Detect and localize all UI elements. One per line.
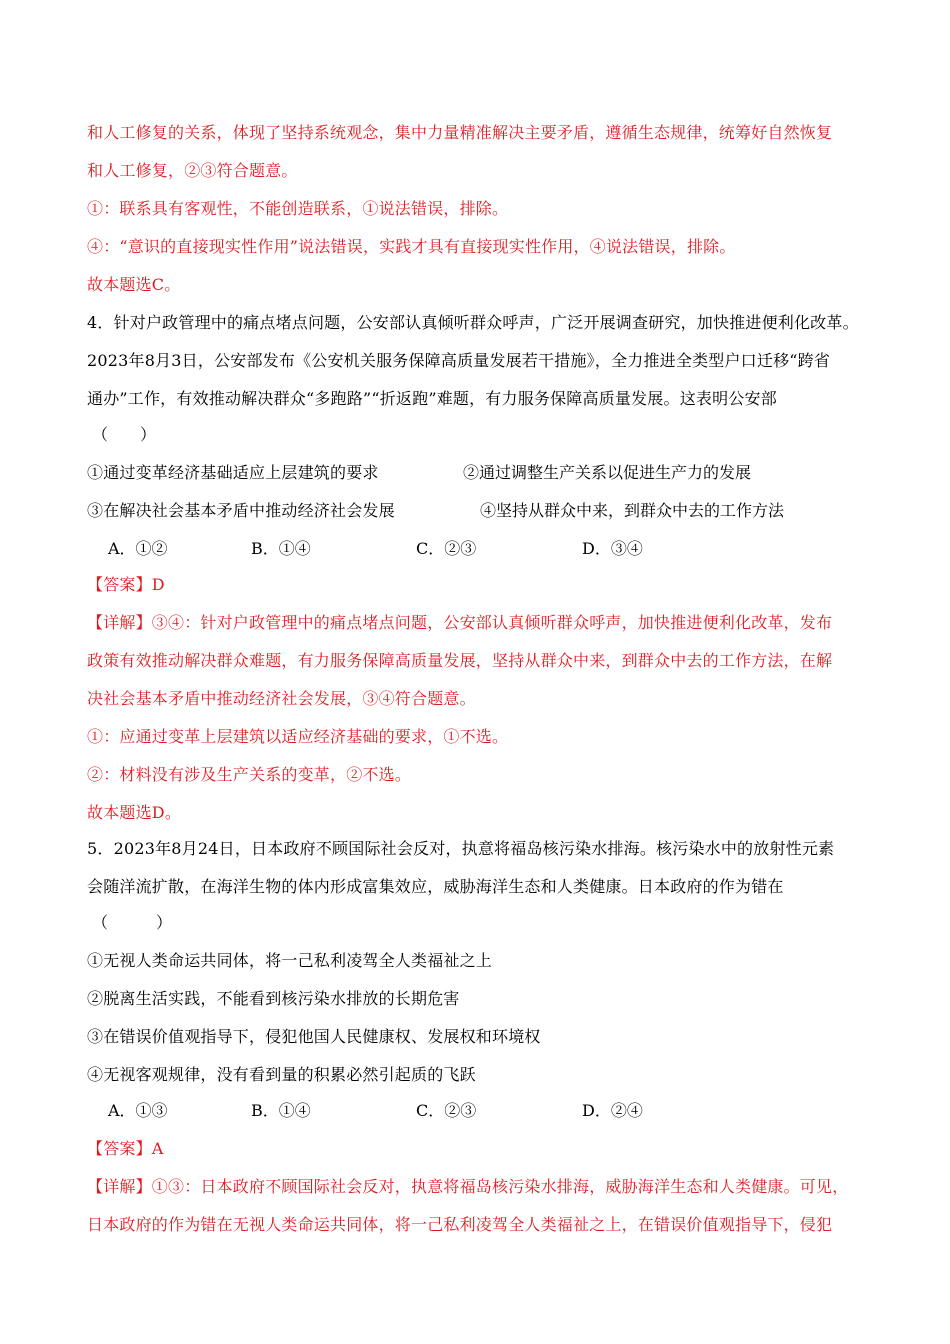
answer-bracket: （ ） <box>92 425 157 444</box>
option-d: D．③④ <box>582 539 643 558</box>
explanation-line: 和人工修复，②③符合题意。 <box>87 161 298 180</box>
question-5-stem-line: 5．2023年8月24日，日本政府不顾国际社会反对，执意将福岛核污染水排海。核污染水中的放射性元素 <box>87 839 835 858</box>
question-4-stem-line: 4．针对户政管理中的痛点堵点问题，公安部认真倾听群众呼声，广泛开展调查研究，加快推进便利化改革。 <box>87 313 859 332</box>
explanation-line: ①：应通过变革上层建筑以适应经济基础的要求，①不选。 <box>87 727 509 746</box>
explanation-line: 【详解】①③：日本政府不顾国际社会反对，执意将福岛核污染水排海，威胁海洋生态和人类健康。可见， <box>87 1177 849 1196</box>
statement-3: ③在错误价值观指导下，侵犯他国人民健康权、发展权和环境权 <box>87 1027 541 1046</box>
statement-3: ③在解决社会基本矛盾中推动经济社会发展 <box>87 501 395 520</box>
answer-line: 【答案】A <box>87 1139 164 1158</box>
explanation-line: 和人工修复的关系，体现了坚持系统观念，集中力量精准解决主要矛盾，遵循生态规律，统筹好自然恢复 <box>87 123 833 142</box>
statement-2: ②脱离生活实践，不能看到核污染水排放的长期危害 <box>87 989 460 1008</box>
option-d: D．②④ <box>582 1101 643 1120</box>
question-5-stem-line: 会随洋流扩散，在海洋生物的体内形成富集效应，威胁海洋生态和人类健康。日本政府的作为错在 <box>87 877 784 896</box>
explanation-line: ②：材料没有涉及生产关系的变革，②不选。 <box>87 765 412 784</box>
explanation-line: ④：“意识的直接现实性作用”说法错误，实践才具有直接现实性作用，④说法错误，排除。 <box>87 237 736 256</box>
statement-1: ①通过变革经济基础适应上层建筑的要求 <box>87 463 379 482</box>
statement-4: ④无视客观规律，没有看到量的积累必然引起质的飞跃 <box>87 1065 476 1084</box>
question-4-stem-line: 通办”工作，有效推动解决群众“多跑路”“折返跑”难题，有力服务保障高质量发展。这表明公安部 <box>87 389 777 408</box>
statement-1: ①无视人类命运共同体，将一己私利凌驾全人类福祉之上 <box>87 951 493 970</box>
option-a: A．①③ <box>108 1101 168 1120</box>
explanation-line: ①：联系具有客观性，不能创造联系，①说法错误，排除。 <box>87 199 509 218</box>
option-a: A．①② <box>108 539 168 558</box>
explanation-line: 【详解】③④：针对户政管理中的痛点堵点问题，公安部认真倾听群众呼声，加快推进便利化改革，发布 <box>87 613 833 632</box>
question-4-stem-line: 2023年8月3日，公安部发布《公安机关服务保障高质量发展若干措施》，全力推进全类型户口迁移“跨省 <box>87 351 831 370</box>
explanation-line: 决社会基本矛盾中推动经济社会发展，③④符合题意。 <box>87 689 476 708</box>
option-c: C．②③ <box>416 1101 477 1120</box>
statement-2: ②通过调整生产关系以促进生产力的发展 <box>463 463 752 482</box>
statement-4: ④坚持从群众中来，到群众中去的工作方法 <box>480 501 785 520</box>
explanation-line: 日本政府的作为错在无视人类命运共同体，将一己私利凌驾全人类福祉之上，在错误价值观指导下，侵犯 <box>87 1215 833 1234</box>
option-b: B．①④ <box>251 1101 311 1120</box>
option-b: B．①④ <box>251 539 311 558</box>
conclusion-line: 故本题选C。 <box>87 275 181 294</box>
option-c: C．②③ <box>416 539 477 558</box>
answer-bracket: （ ） <box>92 913 173 932</box>
answer-line: 【答案】D <box>87 575 165 594</box>
explanation-line: 政策有效推动解决群众难题，有力服务保障高质量发展，坚持从群众中来，到群众中去的工作方法，在解 <box>87 651 833 670</box>
conclusion-line: 故本题选D。 <box>87 803 182 822</box>
